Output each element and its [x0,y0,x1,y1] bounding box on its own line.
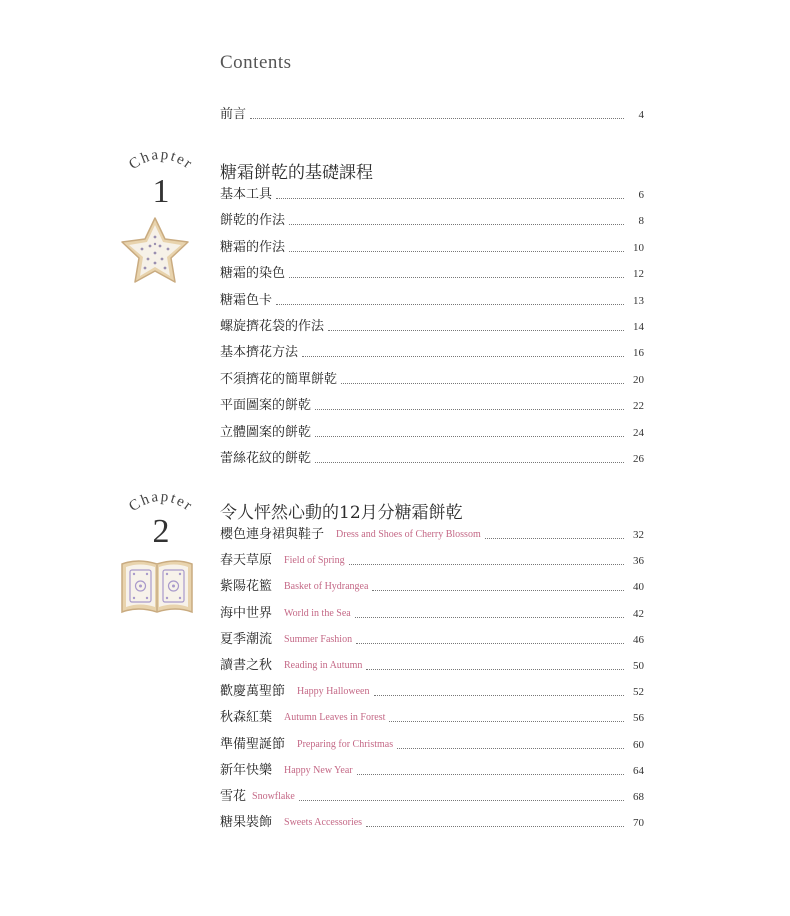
svg-text:Chapter [126,147,196,173]
entry-english-title: Reading in Autumn [284,660,363,671]
chapter-label-text: Chapter [126,146,196,174]
toc-entry[interactable] [220,239,644,257]
page-number: 26 [633,453,644,465]
toc-entry[interactable] [220,683,644,701]
page-number: 4 [638,109,644,121]
dot-leader [289,251,624,252]
page-number: 14 [633,321,644,333]
entry-title: 螺旋擠花袋的作法 [220,319,325,334]
entry-title: 糖霜的染色 [220,266,286,282]
toc-entry[interactable] [220,526,644,544]
dot-leader [485,538,624,539]
toc-entry[interactable] [220,212,644,230]
dot-leader [276,304,624,305]
page-number: 16 [633,347,644,360]
entry-title: 不須擠花的簡單餅乾 [220,371,338,387]
toc-entry[interactable] [220,657,644,675]
dot-leader [355,617,624,618]
toc-entry[interactable] [220,631,644,649]
dot-leader [315,436,624,437]
entry-title: 秋森紅葉 [220,710,273,726]
dot-leader [357,774,624,775]
entry-english-title: Autumn Leaves in Forest [284,712,386,724]
page-number: 46 [633,633,644,646]
entry-title: 糖霜色卡 [220,292,273,308]
entry-english-title: Sweets Accessories [284,817,363,829]
entry-english-title: Preparing for Christmas [297,738,394,750]
toc-entry[interactable] [220,552,644,570]
entry-title: 雪花 [220,789,247,804]
chapter-label-text: Chapter [126,488,196,516]
entry-title: 海中世界 [220,605,273,621]
page-number: 8 [638,215,644,228]
entry-title: 春天草原 [220,553,273,569]
entry-english-title: Happy Halloween [297,686,370,698]
page-number: 56 [633,712,644,725]
dot-leader [315,409,624,410]
toc-entry[interactable] [220,186,644,204]
toc-entry[interactable] [220,424,644,442]
entry-english-title: World in the Sea [284,607,351,619]
dot-leader [276,198,624,199]
page-number: 36 [633,555,644,568]
entry-title: 歡慶萬聖節 [220,684,286,700]
entry-english-title: Field of Spring [284,555,345,567]
dot-leader [372,590,624,591]
svg-text:Chapter [126,489,196,515]
toc-entry[interactable] [220,318,644,336]
toc-entry[interactable] [220,788,644,806]
page-number: 50 [633,660,644,672]
toc-entry[interactable] [220,292,644,310]
entry-title: 準備聖誕節 [220,736,286,752]
entry-title: 糖果裝飾 [220,815,273,831]
entry-title: 平面圖案的餅乾 [220,398,312,414]
entry-title: 立體圖案的餅乾 [220,424,312,440]
dot-leader [302,356,624,357]
page-number: 10 [633,241,644,254]
dot-leader [349,564,624,565]
dot-leader [341,383,624,384]
entry-title: 基本工具 [220,187,273,202]
toc-entry[interactable] [220,450,644,468]
page-title: Contents [220,52,292,73]
page-number: 52 [633,686,644,699]
entry-title: 糖霜的作法 [220,239,286,255]
dot-leader [289,277,624,278]
entry-english-title: Snowflake [252,791,295,802]
chapter-1-number: 1 [152,173,170,210]
entry-title: 紫陽花籃 [220,579,273,595]
entry-title: 新年快樂 [220,762,273,778]
page-number: 24 [633,426,644,439]
chapter-2-number: 2 [152,513,170,550]
toc-entry[interactable] [220,578,644,596]
toc-entry[interactable] [220,709,644,727]
toc-entry[interactable] [220,762,644,780]
dot-leader [289,224,624,225]
chapter-1-heading: 糖霜餅乾的基礎課程 [220,163,373,183]
dot-leader [315,462,624,463]
toc-entry-preface[interactable] [220,106,644,124]
page-number: 32 [633,529,644,541]
entry-english-title: Summer Fashion [284,633,353,645]
toc-entry[interactable] [220,371,644,389]
toc-entry[interactable] [220,265,644,283]
dot-leader [328,330,624,331]
dot-leader [374,695,625,696]
star-cookie-illustration [120,215,190,287]
page-number: 60 [633,738,644,751]
entry-title: 前言 [220,107,247,122]
dot-leader [389,721,624,722]
entry-title: 讀書之秋 [220,658,273,673]
dot-leader [366,669,624,670]
entry-title: 餅乾的作法 [220,213,286,229]
page-number: 70 [633,817,644,830]
dot-leader [356,643,624,644]
entry-title: 櫻色連身裙與鞋子 [220,527,325,542]
dot-leader [366,826,624,827]
page-number: 22 [633,400,644,413]
toc-entry[interactable] [220,736,644,754]
toc-entry[interactable] [220,814,644,832]
entry-english-title: Dress and Shoes of Cherry Blossom [336,529,481,540]
entry-english-title: Happy New Year [284,764,353,776]
page-number: 40 [633,581,644,594]
page-number: 6 [638,189,644,201]
open-book-cookie-illustration [118,556,196,618]
page-number: 68 [633,791,644,803]
entry-title: 夏季潮流 [220,631,273,647]
page-number: 42 [633,607,644,620]
page-number: 20 [633,373,644,386]
toc-entry[interactable] [220,344,644,362]
toc-entry[interactable] [220,397,644,415]
dot-leader [397,748,624,749]
toc-entry[interactable] [220,605,644,623]
dot-leader [250,118,624,119]
page-number: 64 [633,764,644,777]
page-number: 12 [633,268,644,281]
entry-title: 基本擠花方法 [220,345,299,361]
entry-english-title: Basket of Hydrangea [284,581,369,593]
page-number: 13 [633,294,644,307]
entry-title: 蕾絲花紋的餅乾 [220,451,312,466]
dot-leader [299,800,624,801]
chapter-2-heading: 令人怦然心動的12月分糖霜餅乾 [220,503,463,523]
